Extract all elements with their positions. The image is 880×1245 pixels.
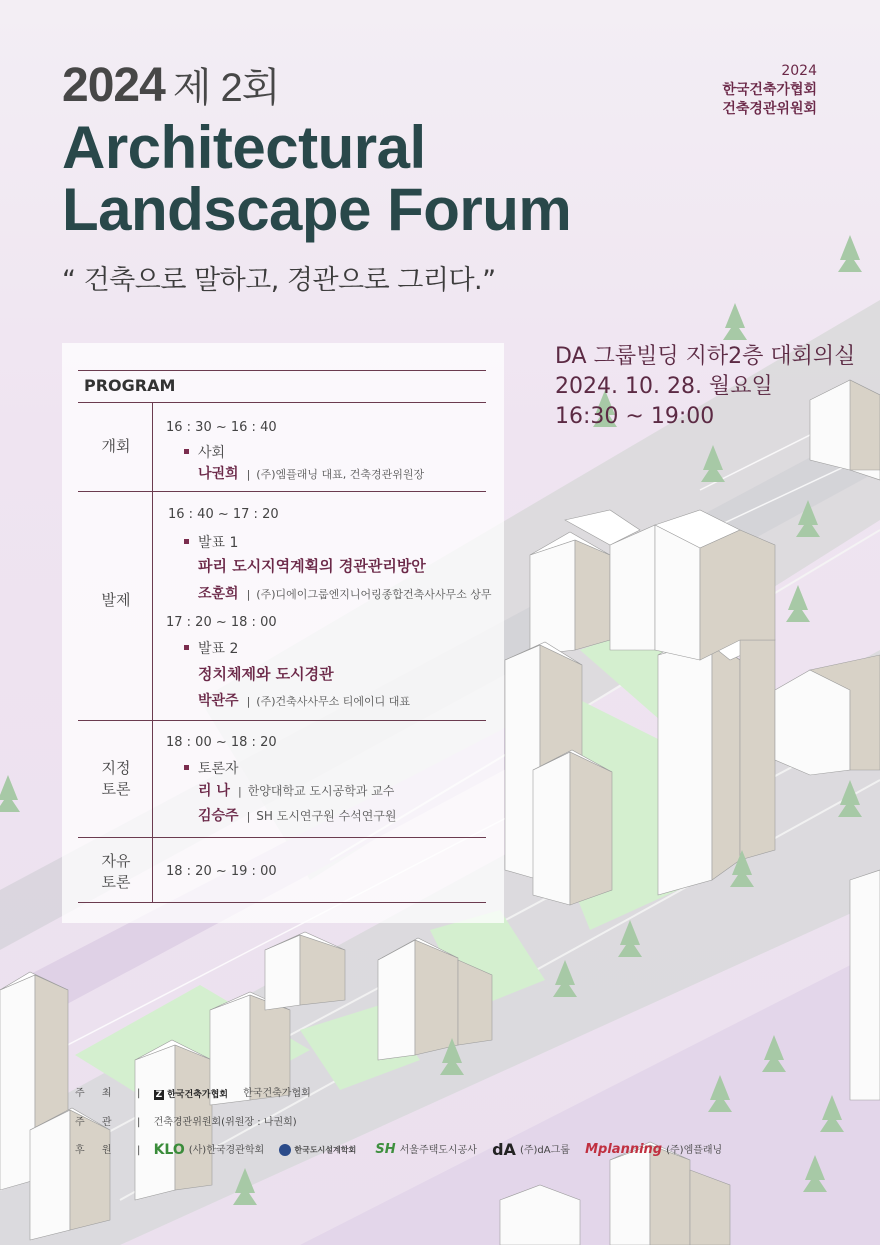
sponsor-urban-design [279,1145,360,1156]
venue-date: 2024. 10. 28. 월요일 [555,374,773,399]
sponsor-klo: KLO (사)한국경관학회 [153,1141,265,1158]
item-presentation-1: 발표 1 [184,532,238,552]
organizer-block [722,62,817,119]
topic-presentation-2: 정치체제와 도시경관 [198,665,334,683]
kia-logo-icon: Z 한국건축가협회 [155,1089,228,1100]
panelist-2: 김승주 | SH 도시연구원 수석연구원 [198,808,397,824]
time-free: 18 : 20 ~ 19 : 00 [166,864,277,879]
mplanning-logo-icon: Mplanning [585,1142,663,1157]
category-free: 자유 토론 [101,852,131,891]
sponsor-mplanning: Mplanning (주)엠플래닝 [585,1142,723,1157]
event-year: 2024 [62,59,165,112]
item-presentation-2: 발표 2 [184,638,238,658]
sponsor-sh: SH 서울주택도시공사 [375,1142,477,1157]
da-logo-icon: dA [492,1140,516,1159]
organizer-committee: 건축경관위원회 [722,101,817,117]
event-title-line2: Landscape Forum [62,176,572,243]
panelist-1: 리 나 | 한양대학교 도시공학과 교수 [198,783,395,799]
divider [78,902,486,903]
sponsor-da: dA (주)dA그룹 [492,1140,570,1159]
bullet-icon [184,645,189,650]
footer-manage: 주 관 | 건축경관위원회(위원장 : 나권희) [75,1113,297,1128]
program-title: PROGRAM [84,376,176,395]
bullet-icon [184,765,189,770]
venue-time: 16:30 ~ 19:00 [555,404,715,429]
speaker-presentation-1: 조훈희 | (주)디에이그룹엔지니어링종합건축사사무소 상무 [198,586,492,602]
host-label: 주 최 [75,1088,119,1099]
sponsor-label: 후 원 [75,1144,119,1156]
organizer-year: 2024 [781,63,817,79]
time-presentation-2: 17 : 20 ~ 18 : 00 [166,615,277,630]
event-title-line1: Architectural [62,114,426,181]
slogan: “ 건축으로 말하고, 경관으로 그리다.” [62,265,496,296]
item-panel: 토론자 [184,758,239,778]
topic-presentation-1: 파리 도시지역계획의 경관관리방안 [198,557,426,575]
sh-logo-icon: SH [375,1142,396,1157]
divider [78,370,486,371]
time-opening: 16 : 30 ~ 16 : 40 [166,420,277,435]
footer-sponsors: 후 원 | KLO (사)한국경관학회 한국도시설계학회 SH 서울주택도시공사 dA (주)dA그룹 Mplanning (주)엠플래닝 [75,1140,723,1159]
urban-design-logo-icon: 한국도시설계학회 [279,1144,356,1156]
time-presentation-1: 16 : 40 ~ 17 : 20 [168,507,279,522]
divider [78,402,486,403]
venue-place: DA 그룹빌딩 지하2층 대회의실 [555,344,856,369]
time-panel: 18 : 00 ~ 18 : 20 [166,735,277,750]
klo-logo-icon: KLO [153,1141,185,1158]
item-opening: 사회 [184,442,225,462]
divider [152,402,153,902]
divider [78,720,486,721]
bullet-icon [184,539,189,544]
speaker-presentation-2: 박관주 | (주)건축사사무소 티에이디 대표 [198,693,411,709]
organizer-name: 한국건축가협회 [722,82,817,98]
venue-info [555,342,855,432]
speaker-opening: 나권희 | (주)엠플래닝 대표, 건축경관위원장 [198,466,425,482]
event-year-heading [62,56,279,113]
manage-name: 건축경관위원회(위원장 : 나권희) [153,1117,297,1128]
host-name: 한국건축가협회 [243,1088,311,1099]
manage-label: 주 관 [75,1117,119,1128]
event-edition: 제 2회 [172,66,280,110]
category-panel: 지정 토론 [101,759,131,798]
bullet-icon [184,449,189,454]
category-opening: 개회 [101,437,131,455]
divider [78,837,486,838]
program-card [62,343,504,923]
divider [78,491,486,492]
footer-host: 주 최 | Z 한국건축가협회 한국건축가협회 [75,1084,311,1100]
category-presentation: 발제 [101,591,131,609]
